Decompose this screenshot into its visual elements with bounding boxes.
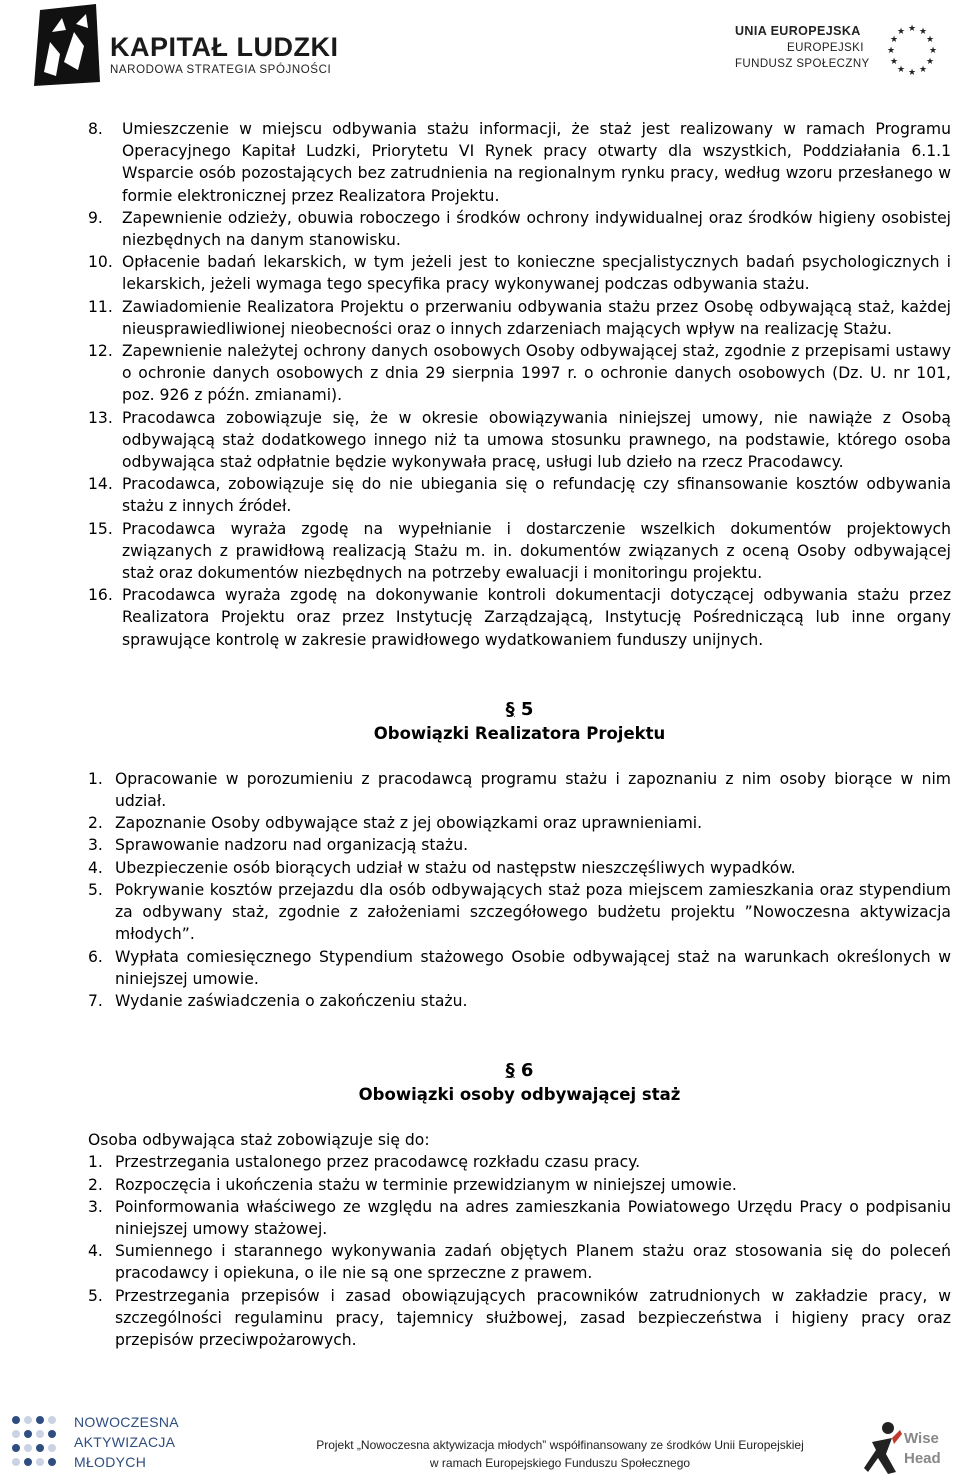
list-item-text: Opracowanie w porozumieniu z pracodawcą programu stażu i zapoznaniu z nim osoby biorące w nim udział. bbox=[115, 769, 951, 811]
list-item-number: 2. bbox=[88, 814, 103, 833]
list-item bbox=[88, 768, 951, 812]
eu-logo-line3: FUNDUSZ SPOŁECZNY bbox=[735, 58, 870, 70]
svg-text:★: ★ bbox=[925, 57, 935, 67]
na-logo-line3: MŁODYCH bbox=[74, 1454, 147, 1470]
list-item bbox=[88, 518, 951, 585]
section-6-intro: Osoba odbywająca staż zobowiązuje się do: bbox=[88, 1131, 430, 1150]
list-item-text: Zawiadomienie Realizatora Projektu o przerwaniu odbywania stażu przez Osobę odbywającą staż, każdej nieusprawiedliwionej nieobecności oraz o innych zdarzeniach mających wpływ na realizację Stażu. bbox=[122, 297, 951, 338]
list-item bbox=[88, 834, 951, 856]
list-item-number: 4. bbox=[88, 1242, 103, 1261]
list-item-number: 11. bbox=[88, 297, 113, 316]
svg-text:★: ★ bbox=[896, 65, 906, 75]
list-item-text: Poinformowania właściwego ze względu na adres zamieszkania Powiatowego Urzędu Pracy o podpisaniu niniejszej umowy stażowej. bbox=[115, 1197, 951, 1238]
svg-text:★: ★ bbox=[886, 46, 896, 56]
page-footer bbox=[0, 1400, 960, 1477]
list-item-text: Wypłata comiesięcznego Stypendium stażowego Osobie odbywającej staż na warunkach określonych w niniejszej umowie. bbox=[115, 947, 951, 988]
list-item bbox=[88, 946, 951, 990]
list-item-text: Przestrzegania ustalonego przez pracodawcę rozkładu czasu pracy. bbox=[115, 1153, 641, 1172]
wise-head-word1: Wise bbox=[904, 1430, 939, 1447]
project-realizer-obligations-list bbox=[88, 768, 951, 1012]
list-item-text: Rozpoczęcia i ukończenia stażu w terminie przewidzianym w niniejszej umowie. bbox=[115, 1175, 737, 1194]
list-item bbox=[88, 473, 951, 517]
list-item-number: 6. bbox=[88, 947, 103, 966]
list-item-number: 9. bbox=[88, 208, 103, 227]
wise-head-logo bbox=[862, 1416, 958, 1476]
page-header bbox=[0, 0, 960, 100]
list-item-text: Pracodawca wyraża zgodę na dokonywanie kontroli dokumentacji dotyczącej odbywania stażu przez Realizatora Projektu oraz przez Instytucję Zarządzającą, Instytucję Pośredniczącą lub inne organy sprawujące kontrolę w zakresie prawidłowego wydatkowaniem funduszy unijnych. bbox=[122, 586, 951, 649]
list-item-text: Sprawowanie nadzoru nad organizacją stażu. bbox=[115, 836, 469, 855]
section-number: 5 bbox=[520, 698, 534, 720]
na-logo-line1: NOWOCZESNA bbox=[74, 1414, 179, 1430]
list-item-number: 4. bbox=[88, 858, 103, 877]
list-item-text: Pracodawca zobowiązuje się, że w okresie obowiązywania niniejszej umowy, nie nawiąże z Osobą odbywającą staż dodatkowego innego niż ta umowa stosunku prawnego, na podstawie, którego osoba odbywająca staż odpłatnie będzie wykonywała pracę, usługi lub dzieło na rzecz Pracodawcy. bbox=[122, 408, 951, 472]
list-item-number: 14. bbox=[88, 475, 113, 494]
svg-text:★: ★ bbox=[907, 24, 917, 34]
na-logo-line2: AKTYWIZACJA bbox=[74, 1434, 176, 1450]
document-body bbox=[88, 118, 951, 1351]
list-item bbox=[88, 879, 951, 946]
eu-logo-line1: UNIA EUROPEJSKA bbox=[735, 24, 861, 38]
svg-text:★: ★ bbox=[918, 65, 928, 75]
people-grid-icon bbox=[8, 1412, 68, 1472]
list-item-number: 1. bbox=[88, 1153, 103, 1172]
list-item-text: Sumiennego i starannego wykonywania zadań objętych Planem stażu oraz stosowania się do poleceń pracodawcy i opiekuna, o ile nie są one sprzeczne z prawem. bbox=[115, 1242, 951, 1283]
eu-logo-line2: EUROPEJSKI bbox=[787, 42, 864, 54]
kapital-ludzki-logo bbox=[30, 2, 339, 92]
intern-obligations-list bbox=[88, 1151, 951, 1351]
list-item-number: 2. bbox=[88, 1175, 103, 1194]
list-item bbox=[88, 584, 951, 651]
list-item-number: 15. bbox=[88, 519, 113, 538]
employer-obligations-list bbox=[88, 118, 951, 651]
svg-text:★: ★ bbox=[896, 27, 906, 37]
list-item-number: 5. bbox=[88, 1286, 103, 1305]
list-item-text: Zapewnienie należytej ochrony danych osobowych Osoby odbywającej staż, zgodnie z przepisami ustawy o ochronie danych osobowych z dnia 29 sierpnia 1997 r. o ochronie danych osobowych (Dz. U. nr 101, poz. 926 z późn. zmianami). bbox=[122, 342, 951, 405]
list-item-number: 3. bbox=[88, 1197, 103, 1216]
list-item bbox=[88, 296, 951, 340]
list-item-number: 3. bbox=[88, 836, 103, 855]
svg-text:★: ★ bbox=[918, 27, 928, 37]
list-item bbox=[88, 1174, 951, 1196]
list-item-text: Zapoznanie Osoby odbywające staż z jej obowiązkami oraz uprawnieniami. bbox=[115, 814, 703, 833]
list-item bbox=[88, 407, 951, 474]
list-item-text: Zapewnienie odzieży, obuwia roboczego i środków ochrony indywidualnej oraz środków higieny osobistej niezbędnych na danym stanowisku. bbox=[122, 208, 951, 250]
kapital-ludzki-mark-icon bbox=[30, 2, 102, 90]
footer-note-line1: Projekt „Nowoczesna aktywizacja młodych” współfinansowany ze środków Unii Europejskiej bbox=[316, 1438, 804, 1452]
list-item-number: 10. bbox=[88, 253, 113, 272]
list-item bbox=[88, 251, 951, 295]
wise-head-word2: Head bbox=[904, 1450, 941, 1467]
list-item-number: 7. bbox=[88, 991, 103, 1010]
list-item bbox=[88, 1151, 951, 1173]
footer-note bbox=[260, 1436, 860, 1472]
list-item-text: Pracodawca wyraża zgodę na wypełnianie i dostarczenie wszelkich dokumentów projektowych związanych z prawidłową realizacją Stażu m. in. dokumentów związanych z oceną Osoby odbywającej staż oraz dokumentów niezbędnych na potrzeby ewaluacji i monitoringu projektu. bbox=[122, 519, 951, 583]
list-item-text: Pokrywanie kosztów przejazdu dla osób odbywających staż poza miejscem zamieszkania oraz stypendium za odbywany staż, zgodnie z założeniami szczegółowego budżetu projektu ”Nowoczesna aktywizacja młodych”. bbox=[115, 880, 951, 944]
list-item-number: 5. bbox=[88, 880, 103, 899]
section-5-heading bbox=[88, 698, 951, 746]
list-item-text: Pracodawca, zobowiązuje się do nie ubiegania się o refundację czy sfinansowanie kosztów odbywania stażu z innych źródeł. bbox=[122, 475, 951, 516]
nowoczesna-aktywizacja-logo bbox=[8, 1412, 188, 1474]
kapital-ludzki-subtitle: NARODOWA STRATEGIA SPÓJNOŚCI bbox=[110, 64, 332, 76]
list-item bbox=[88, 340, 951, 407]
list-item bbox=[88, 118, 951, 207]
list-item bbox=[88, 207, 951, 251]
list-item-text: Przestrzegania przepisów i zasad obowiązujących pracowników zatrudnionych w zakładzie pracy, w szczególności regulaminu pracy, tajemnicy służbowej, zasad bezpieczeństwa i higieny pracy oraz przepisów przeciwpożarowych. bbox=[115, 1286, 951, 1349]
list-item-text: Wydanie zaświadczenia o zakończeniu stażu. bbox=[115, 991, 468, 1010]
svg-text:★: ★ bbox=[907, 68, 917, 78]
list-item-number: 12. bbox=[88, 342, 113, 361]
list-item-number: 13. bbox=[88, 408, 113, 427]
list-item bbox=[88, 857, 951, 879]
section-title: Obowiązki osoby odbywającej staż bbox=[358, 1085, 681, 1105]
kapital-ludzki-title: KAPITAŁ LUDZKI bbox=[110, 32, 339, 62]
svg-text:★: ★ bbox=[889, 57, 899, 67]
section-6-heading bbox=[88, 1059, 951, 1107]
list-item bbox=[88, 812, 951, 834]
eu-logo bbox=[735, 20, 938, 80]
list-item bbox=[88, 1196, 951, 1240]
list-item-number: 1. bbox=[88, 769, 103, 788]
section-number: 6 bbox=[520, 1060, 534, 1082]
list-item-number: 16. bbox=[88, 586, 113, 605]
footer-note-line2: w ramach Europejskiego Funduszu Społecznego bbox=[429, 1456, 691, 1470]
list-item-number: 8. bbox=[88, 120, 103, 138]
svg-text:★: ★ bbox=[889, 35, 899, 45]
list-item-text: Opłacenie badań lekarskich, w tym jeżeli jest to konieczne specjalistycznych badań psychologicznych i lekarskich, jeżeli wymaga tego specyfika pracy wykonywanej podczas odbywania stażu. bbox=[122, 253, 951, 294]
list-item-text: Umieszczenie w miejscu odbywania stażu informacji, że staż jest realizowany w ramach Programu Operacyjnego Kapitał Ludzki, Priorytetu VI Rynek pracy otwarty dla wszystkich, Poddziałania 6.1.1 Wsparcie osób pozostających bez zatrudnienia na regionalnym rynku pracy, według wzoru przesłanego w formie elektronicznej przez Realizatora Projektu. bbox=[122, 120, 951, 205]
svg-text:★: ★ bbox=[925, 35, 935, 45]
paragraph-symbol: § bbox=[505, 1060, 515, 1082]
list-item-text: Ubezpieczenie osób biorących udział w stażu od następstw nieszczęśliwych wypadków. bbox=[115, 858, 796, 877]
eu-stars-icon bbox=[883, 20, 941, 78]
list-item bbox=[88, 1285, 951, 1352]
svg-text:★: ★ bbox=[928, 46, 938, 56]
paragraph-symbol: § bbox=[505, 698, 515, 720]
section-title: Obowiązki Realizatora Projektu bbox=[373, 723, 666, 743]
list-item bbox=[88, 1240, 951, 1284]
list-item bbox=[88, 990, 951, 1012]
running-figure-icon bbox=[862, 1420, 902, 1476]
